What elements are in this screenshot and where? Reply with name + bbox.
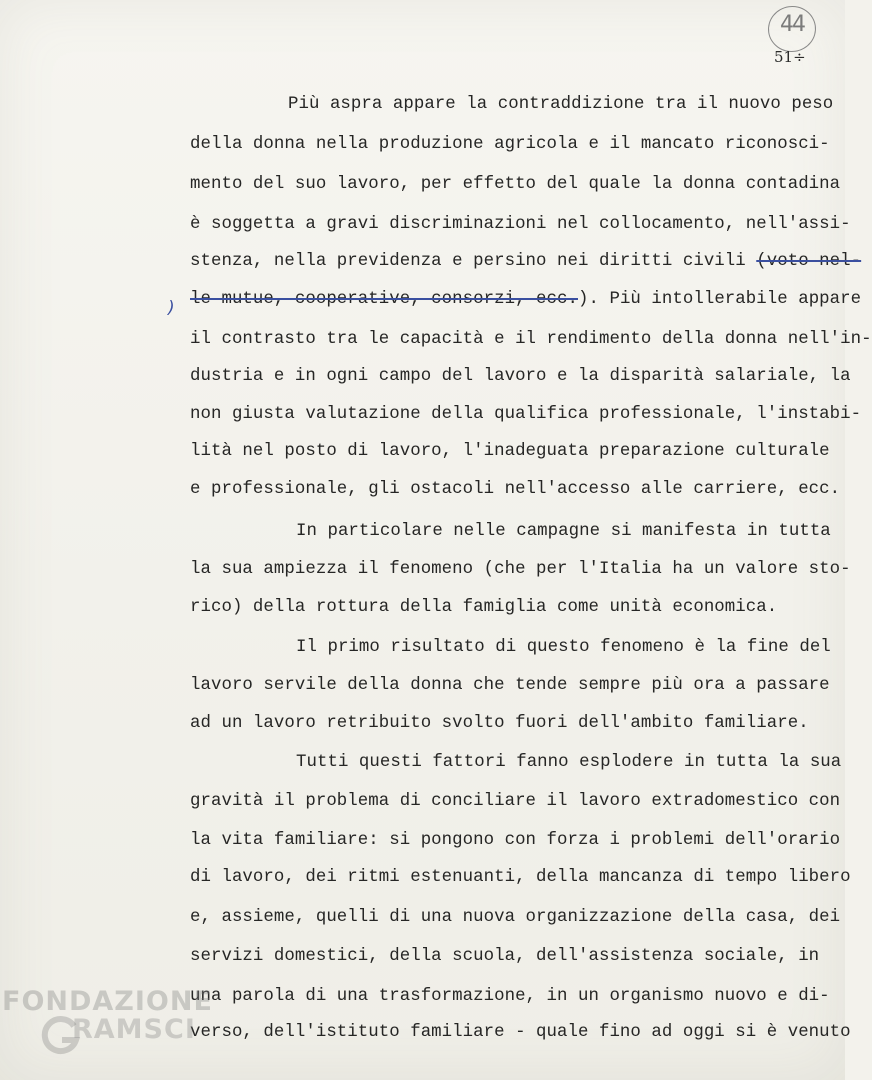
fondazione-gramsci-watermark [0, 986, 213, 1080]
margin-annotation-mark: ) [168, 298, 175, 318]
struck-text: (voto nel- [756, 252, 862, 271]
text-line: una parola di una trasformazione, in un organismo nuovo e di- [190, 987, 830, 1006]
text-line: Tutti questi fattori fanno esplodere in tutta la sua [296, 753, 842, 772]
text-line: della donna nella produzione agricola e il mancato riconosci- [190, 135, 830, 154]
text-line: e professionale, gli ostacoli nell'accesso alle carriere, ecc. [190, 480, 841, 499]
text-line-with-strike [190, 291, 861, 308]
text-line: rico) della rottura della famiglia come unità economica. [190, 598, 778, 617]
text-line: è soggetta a gravi discriminazioni nel collocamento, nell'assi- [190, 215, 851, 234]
text-line: mento del suo lavoro, per effetto del quale la donna contadina [190, 175, 841, 194]
page-number: 51÷ [774, 48, 806, 66]
text-line: lavoro servile della donna che tende sempre più ora a passare [190, 676, 830, 695]
text-line: Più aspra appare la contraddizione tra il nuovo peso [288, 95, 834, 114]
struck-text: le mutue, cooperative, consorzi, ecc. [190, 290, 578, 309]
text-segment: stenza, nella previdenza e persino nei diritti civili [190, 252, 746, 271]
text-line: il contrasto tra le capacità e il rendimento della donna nell'in- [190, 330, 872, 349]
text-line: In particolare nelle campagne si manifesta in tutta [296, 522, 831, 541]
text-line: la sua ampiezza il fenomeno (che per l'Italia ha un valore sto- [190, 560, 851, 579]
text-line: ad un lavoro retribuito svolto fuori dell'ambito familiare. [190, 714, 809, 733]
text-line: Il primo risultato di questo fenomeno è la fine del [296, 638, 831, 657]
text-line: verso, dell'istituto familiare - quale fino ad oggi si è venuto [190, 1023, 851, 1042]
text-line: di lavoro, dei ritmi estenuanti, della mancanza di tempo libero [190, 868, 851, 887]
archive-number: 44 [780, 12, 804, 37]
text-line: gravità il problema di conciliare il lavoro extradomestico con [190, 792, 841, 811]
text-line: dustria e in ogni campo del lavoro e la disparità salariale, la [190, 367, 851, 386]
watermark-line2: RAMSCI [72, 1014, 196, 1045]
text-line: la vita familiare: si pongono con forza i problemi dell'orario [190, 831, 841, 850]
text-line-with-strike [190, 253, 861, 270]
text-line: lità nel posto di lavoro, l'inadeguata preparazione culturale [190, 442, 830, 461]
watermark-line1: FONDAZIONE [2, 986, 213, 1017]
text-line: non giusta valutazione della qualifica professionale, l'instabi- [190, 405, 862, 424]
text-line: e, assieme, quelli di una nuova organizzazione della casa, dei [190, 908, 841, 927]
text-line: servizi domestici, della scuola, dell'assistenza sociale, in [190, 947, 820, 966]
text-segment: ). Più intollerabile appare [578, 290, 862, 309]
